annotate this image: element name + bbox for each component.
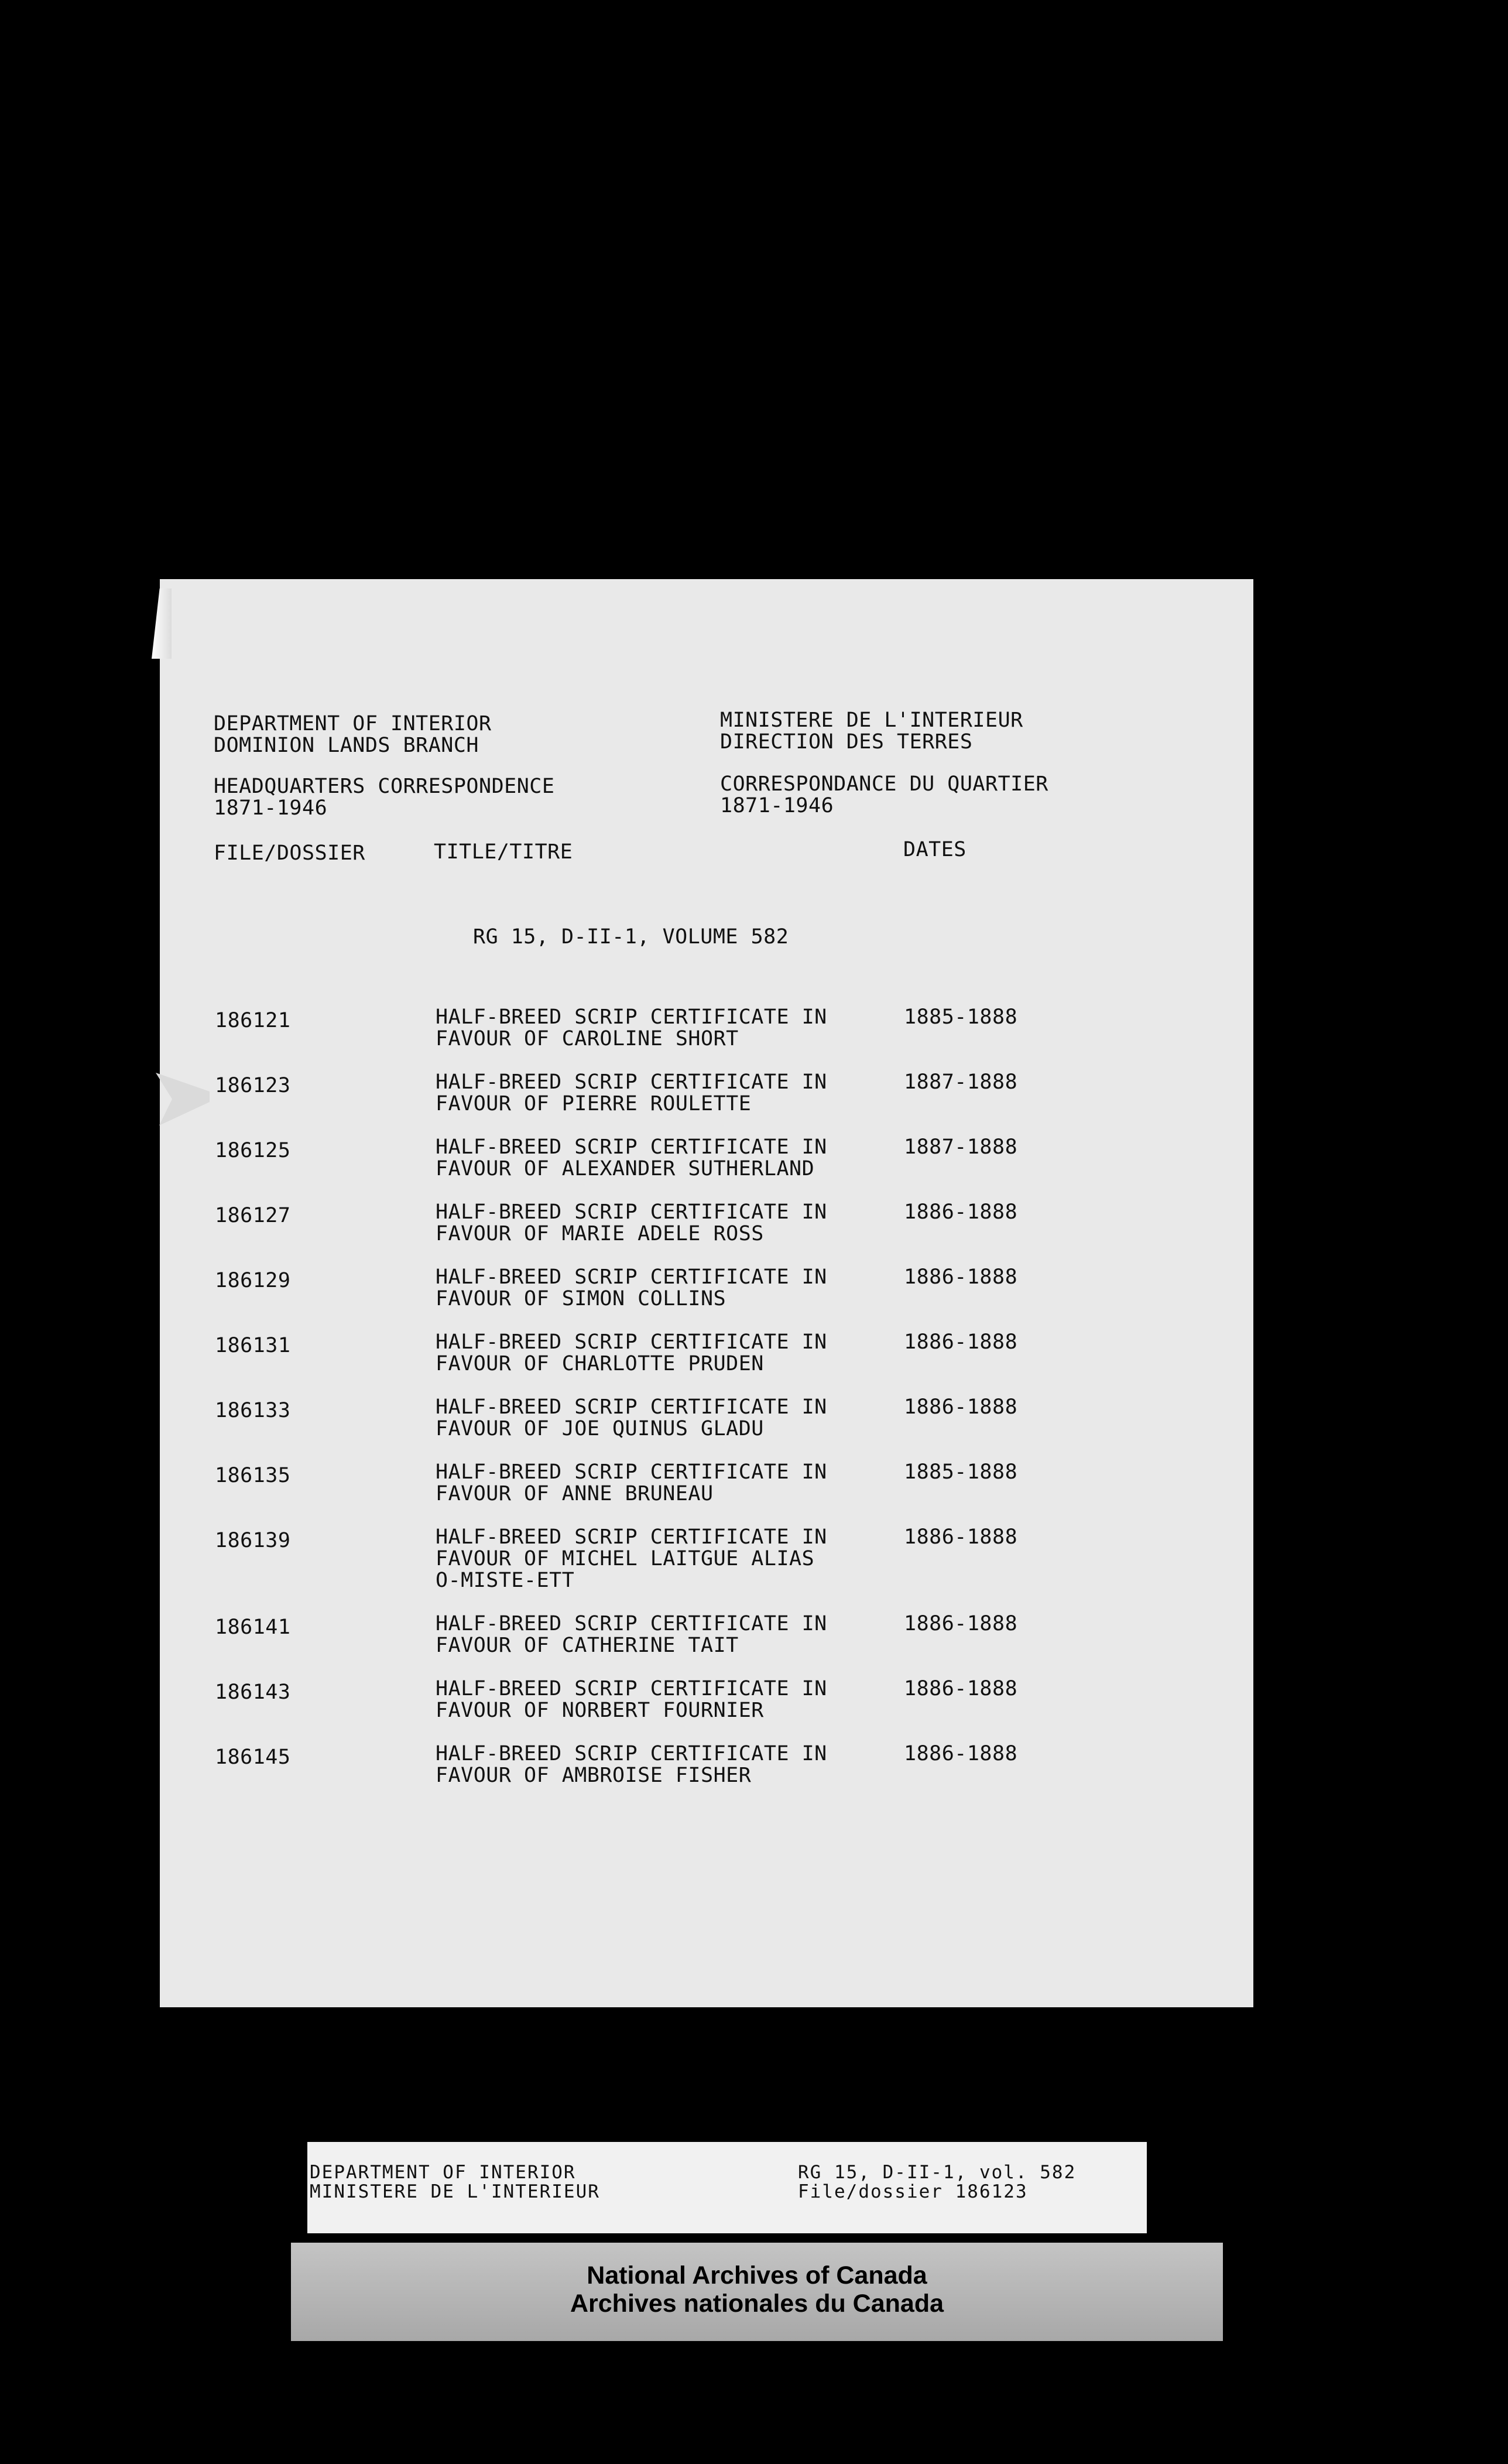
entry-title-line: HALF-BREED SCRIP CERTIFICATE IN <box>436 1460 827 1484</box>
entry-title-line: HALF-BREED SCRIP CERTIFICATE IN <box>436 1200 827 1224</box>
entry-dates: 1886-1888 <box>904 1265 1018 1289</box>
archives-name-fr: Archives nationales du Canada <box>570 2290 944 2318</box>
entry-title-line: FAVOUR OF PIERRE ROULETTE <box>436 1092 752 1115</box>
entry-title-line: HALF-BREED SCRIP CERTIFICATE IN <box>436 1525 827 1549</box>
entry-title-line: FAVOUR OF ALEXANDER SUTHERLAND <box>436 1157 815 1180</box>
entry-title-line: HALF-BREED SCRIP CERTIFICATE IN <box>436 1005 827 1029</box>
entry-title-line: HALF-BREED SCRIP CERTIFICATE IN <box>436 1070 827 1094</box>
entry-title-line: HALF-BREED SCRIP CERTIFICATE IN <box>436 1330 827 1354</box>
entry-dates: 1886-1888 <box>904 1200 1018 1224</box>
label-file-number: File/dossier 186123 <box>798 2181 1028 2202</box>
entry-dates: 1886-1888 <box>904 1525 1018 1549</box>
entry-title-line: FAVOUR OF NORBERT FOURNIER <box>436 1699 764 1722</box>
file-number: 186123 <box>215 1074 291 1097</box>
label-reference: RG 15, D-II-1, vol. 582 <box>798 2162 1077 2183</box>
file-number: 186129 <box>215 1269 291 1292</box>
volume-heading: RG 15, D-II-1, VOLUME 582 <box>473 925 789 949</box>
header-branch-fr: DIRECTION DES TERRES <box>720 730 973 754</box>
entry-title-line: FAVOUR OF ANNE BRUNEAU <box>436 1482 714 1505</box>
header-branch-en: DOMINION LANDS BRANCH <box>214 734 479 757</box>
entry-title-line: FAVOUR OF SIMON COLLINS <box>436 1287 726 1310</box>
header-series-fr: CORRESPONDANCE DU QUARTIER <box>720 772 1048 796</box>
entry-title-line: HALF-BREED SCRIP CERTIFICATE IN <box>436 1677 827 1700</box>
header-dept-fr: MINISTERE DE L'INTERIEUR <box>720 709 1023 732</box>
file-number: 186139 <box>215 1529 291 1552</box>
arrow-pointer-icon <box>156 1073 210 1125</box>
label-dept-fr: MINISTERE DE L'INTERIEUR <box>310 2181 600 2202</box>
entry-dates: 1885-1888 <box>904 1005 1018 1029</box>
entry-title-line: FAVOUR OF JOE QUINUS GLADU <box>436 1417 764 1440</box>
file-number: 186125 <box>215 1139 291 1162</box>
file-number: 186121 <box>215 1009 291 1032</box>
entry-title-line: FAVOUR OF AMBROISE FISHER <box>436 1764 752 1787</box>
entry-dates: 1886-1888 <box>904 1395 1018 1419</box>
reference-label <box>307 2142 1147 2233</box>
column-header-title: TITLE/TITRE <box>434 840 573 864</box>
entry-title-line: HALF-BREED SCRIP CERTIFICATE IN <box>436 1395 827 1419</box>
archives-name-en: National Archives of Canada <box>587 2261 927 2290</box>
entry-title-line: HALF-BREED SCRIP CERTIFICATE IN <box>436 1612 827 1635</box>
entry-title-line: FAVOUR OF CAROLINE SHORT <box>436 1027 739 1050</box>
header-years-en: 1871-1946 <box>214 796 328 820</box>
entry-title-line: HALF-BREED SCRIP CERTIFICATE IN <box>436 1265 827 1289</box>
entry-title-line: HALF-BREED SCRIP CERTIFICATE IN <box>436 1742 827 1765</box>
header-dept-en: DEPARTMENT OF INTERIOR <box>214 712 492 735</box>
entry-dates: 1886-1888 <box>904 1612 1018 1635</box>
page-corner-fold <box>152 588 172 659</box>
entry-title-line: O-MISTE-ETT <box>436 1569 575 1592</box>
column-header-file: FILE/DOSSIER <box>214 841 365 865</box>
entry-title-line: FAVOUR OF CHARLOTTE PRUDEN <box>436 1352 764 1375</box>
column-header-dates: DATES <box>903 838 967 861</box>
entry-dates: 1886-1888 <box>904 1677 1018 1700</box>
header-years-fr: 1871-1946 <box>720 794 834 817</box>
file-number: 186143 <box>215 1681 291 1704</box>
file-number: 186127 <box>215 1204 291 1227</box>
entry-dates: 1886-1888 <box>904 1330 1018 1354</box>
entry-title-line: FAVOUR OF MICHEL LAITGUE ALIAS <box>436 1547 815 1570</box>
file-number: 186131 <box>215 1334 291 1357</box>
file-number: 186141 <box>215 1616 291 1639</box>
label-dept-en: DEPARTMENT OF INTERIOR <box>310 2162 576 2183</box>
entry-dates: 1885-1888 <box>904 1460 1018 1484</box>
entry-dates: 1886-1888 <box>904 1742 1018 1765</box>
header-series-en: HEADQUARTERS CORRESPONDENCE <box>214 775 555 798</box>
archives-stamp <box>291 2243 1223 2341</box>
entry-dates: 1887-1888 <box>904 1070 1018 1094</box>
entry-title-line: HALF-BREED SCRIP CERTIFICATE IN <box>436 1135 827 1159</box>
entry-dates: 1887-1888 <box>904 1135 1018 1159</box>
file-number: 186145 <box>215 1746 291 1769</box>
entry-title-line: FAVOUR OF CATHERINE TAIT <box>436 1634 739 1657</box>
file-number: 186133 <box>215 1399 291 1422</box>
document-page <box>160 579 1253 2007</box>
file-number: 186135 <box>215 1464 291 1487</box>
entry-title-line: FAVOUR OF MARIE ADELE ROSS <box>436 1222 764 1245</box>
